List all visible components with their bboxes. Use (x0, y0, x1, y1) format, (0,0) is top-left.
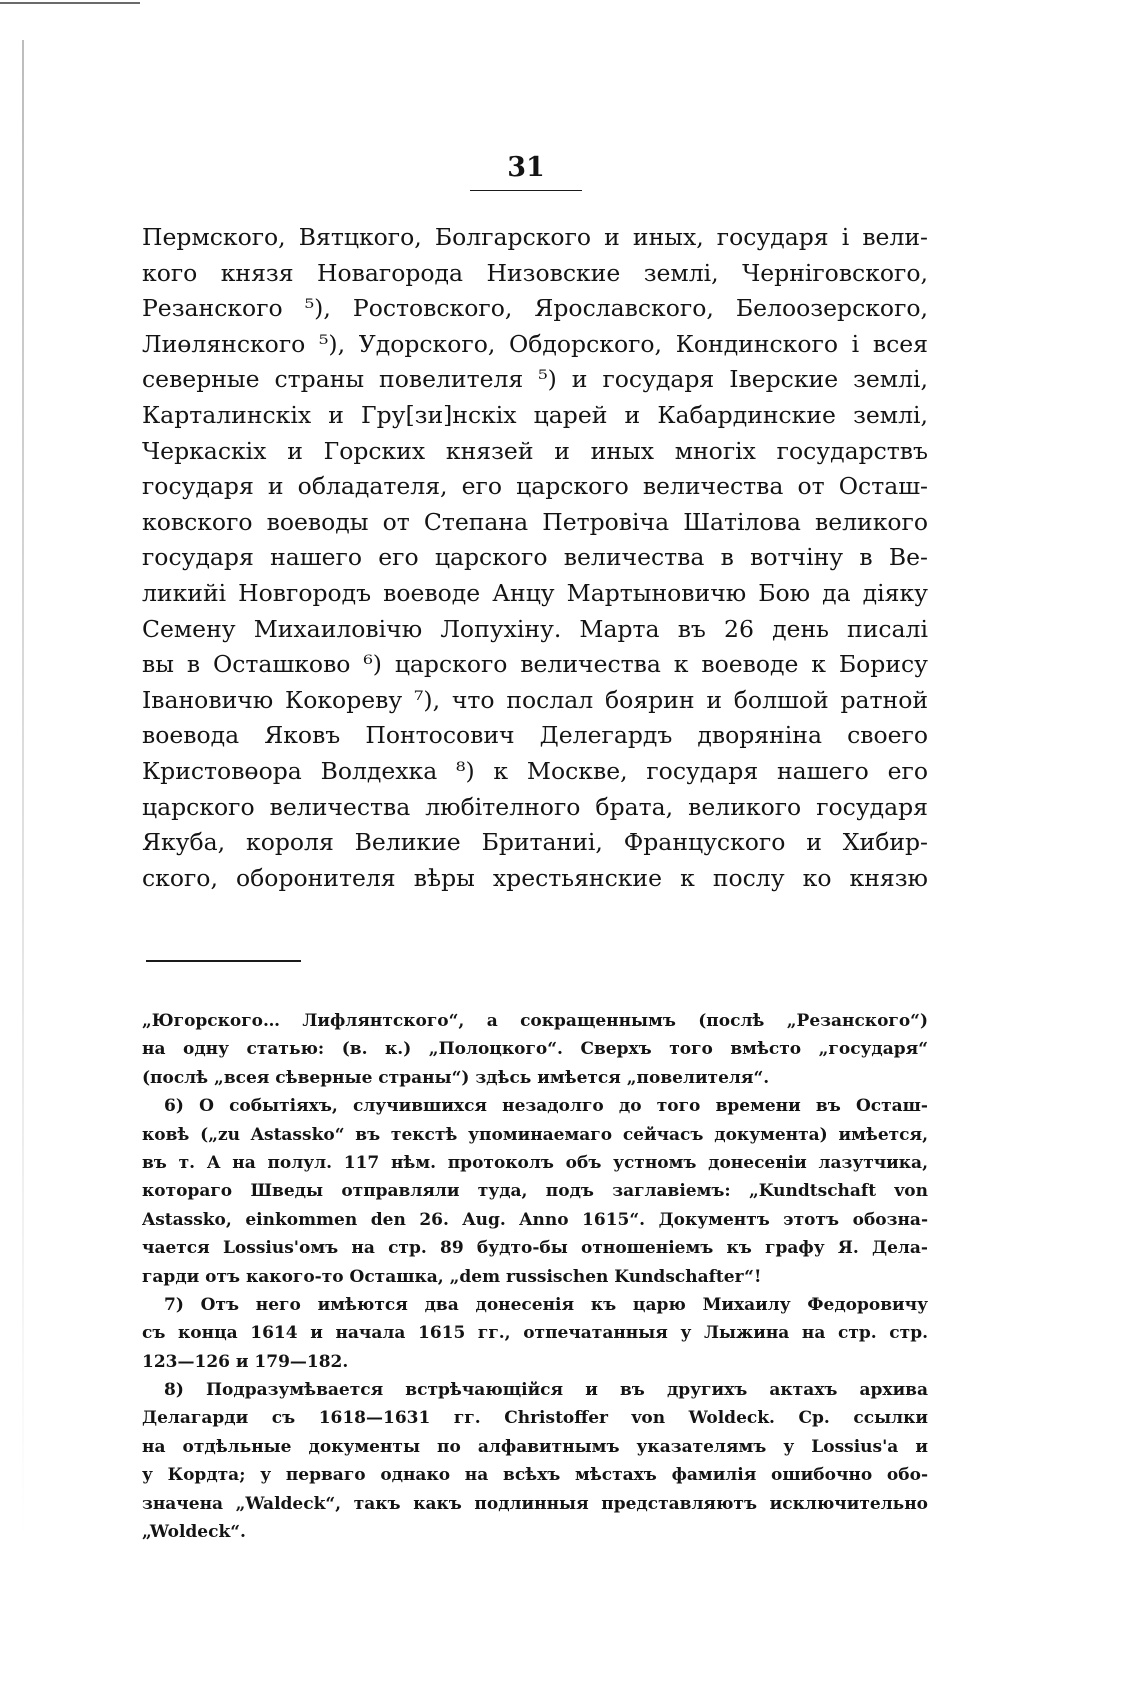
footnote-8-line: 8) Подразумѣвается встрѣчающійся и въ другихъ актахъ архива (164, 1380, 928, 1401)
binding-edge (22, 40, 24, 1540)
footnote-line: „Woldeck“. (142, 1522, 246, 1543)
footnote-line: съ конца 1614 и начала 1615 гг., отпечатанныя у Лыжина на стр. стр. (142, 1323, 928, 1344)
footnote-line: Astassko, einkommen den 26. Aug. Anno 1615“. Документъ этотъ обозна- (142, 1209, 928, 1230)
footnote-line: у Кордта; у перваго однако на всѣхъ мѣстахъ фамилія ошибочно обо- (142, 1465, 928, 1486)
footnote-line: значена „Waldeck“, такъ какъ подлинныя представляютъ исключительно (142, 1493, 928, 1514)
text-line: государя и обладателя, его царского величества от Осташ- (142, 472, 928, 501)
footnotes (142, 1007, 928, 1546)
text-line: царского величества любітелного брата, великого государя (142, 792, 928, 821)
footnote-line: гарди отъ какого-то Осташка, „dem russischen Kundschafter“! (142, 1266, 762, 1287)
page-number: 31 (470, 152, 582, 191)
text-line: ковского воеводы от Степана Петровіча Шатілова великого (142, 507, 928, 536)
footnote-line: Делагарди съ 1618—1631 гг. Christoffer von Woldeck. Ср. ссылки (142, 1408, 928, 1429)
text-line: Резанского ⁵), Ростовского, Ярославского, Белоозерского, (142, 294, 928, 323)
text-line: Лиөлянского ⁵), Удорского, Обдорского, Кондинского і всея (142, 329, 928, 358)
text-line: ского, оборонителя вѣры хрестьянские к послу ко князю (142, 863, 928, 892)
text-line: Пермского, Вятцкого, Болгарского и иных, государя і вели- (142, 223, 928, 251)
footnote-separator (146, 960, 301, 962)
text-line: Кристовөора Волдехка ⁸) к Москве, государя нашего его (142, 756, 928, 785)
footnote-6-line: 6) О событіяхъ, случившихся незадолго до того времени въ Осташ- (164, 1096, 928, 1117)
text-line: ликийі Новгородъ воеводе Анцу Мартыновичю Бою да діяку (142, 578, 928, 607)
text-line: государя нашего его царского величества в вотчіну в Ве- (142, 543, 928, 572)
text-line: Семену Михаиловічю Лопухіну. Марта въ 26 день писалі (142, 614, 928, 643)
footnote-line: котораго Шведы отправляли туда, подъ заглавіемъ: „Kundtschaft von (142, 1181, 928, 1202)
main-text (142, 220, 928, 896)
text-line: Якуба, короля Великие Британиі, Француского и Хибир- (142, 828, 928, 857)
text-line: северные страны повелителя ⁵) и государя Іверские землі, (142, 365, 928, 394)
footnote-line: чается Lossius'омъ на стр. 89 будто-бы отношеніемъ къ графу Я. Дела- (142, 1238, 928, 1259)
footnote-line: ковѣ („zu Astassko“ въ текстѣ упоминаемаго сейчасъ документа) имѣется, (142, 1124, 928, 1145)
text-line: Івановичю Кокореву ⁷), что послал боярин и болшой ратной (142, 685, 928, 714)
footnote-line: (послѣ „всея сѣверные страны“) здѣсь имѣется „повелителя“. (142, 1067, 770, 1088)
text-line: кого князя Новагорода Низовские землі, Черніговского, (142, 258, 928, 287)
footnote-line: „Югорского… Лифлянтского“, а сокращеннымъ (послѣ „Резанского“) (142, 1011, 928, 1031)
text-line: вы в Осташково ⁶) царского величества к воеводе к Борису (142, 650, 928, 679)
footnote-line: 123—126 и 179—182. (142, 1351, 349, 1372)
scan-top-rule (0, 2, 140, 4)
footnote-line: на отдѣльные документы по алфавитнымъ указателямъ у Lossius'а и (142, 1436, 928, 1457)
footnote-7-line: 7) Отъ него имѣются два донесенія къ царю Михаилу Федоровичу (164, 1294, 928, 1315)
text-line: Карталинскіх и Гру[зи]нскіх царей и Кабардинские землі, (142, 400, 928, 429)
footnote-line: въ т. А на полул. 117 нѣм. протоколъ объ устномъ донесеніи лазутчика, (142, 1152, 928, 1173)
text-line: Черкаскіх и Горских князей и иных многіх государствъ (142, 436, 928, 465)
text-line: воевода Яковъ Понтосович Делегардъ дворяніна своего (142, 721, 928, 750)
footnote-line: на одну статью: (в. к.) „Полоцкого“. Сверхъ того вмѣсто „государя“ (142, 1039, 928, 1060)
